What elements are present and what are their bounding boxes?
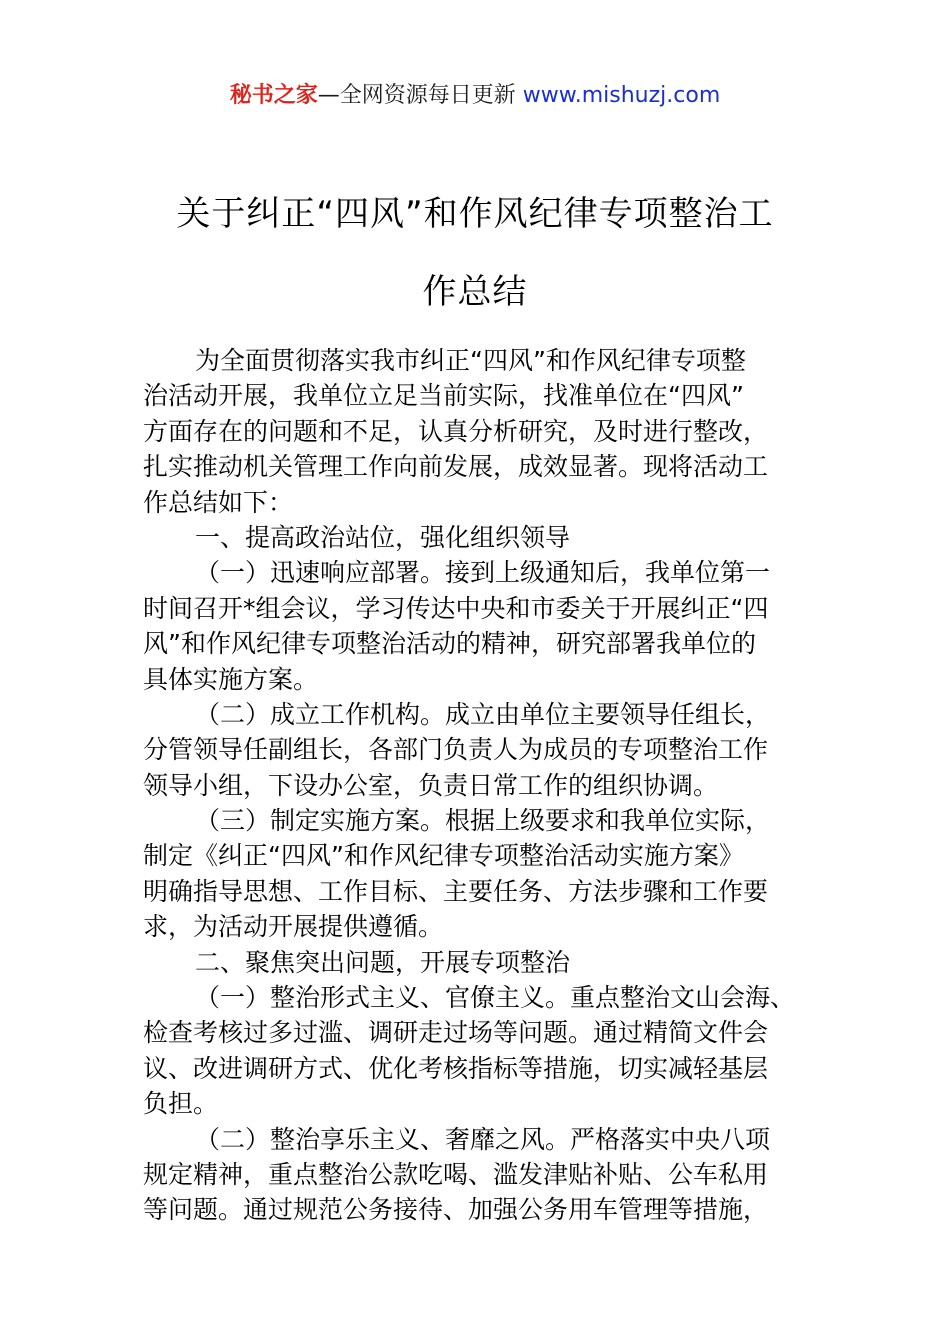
body-text-line: 为全面贯彻落实我市纠正“四风”和作风纪律专项整 — [195, 346, 746, 375]
site-url-link[interactable]: www.mishuzj.com — [522, 83, 721, 108]
document-title — [145, 175, 805, 331]
body-text-line: 时间召开*组会议，学习传达中央和市委关于开展纠正“四 — [143, 593, 769, 623]
banner-tagline: —全网资源每日更新 — [317, 83, 523, 108]
body-text-line: 方面存在的问题和不足，认真分析研究，及时进行整改， — [143, 416, 769, 446]
body-text-line: 求，为活动开展提供遵循。 — [143, 912, 444, 942]
title-line: 关于纠正“四风”和作风纪律专项整治工 — [176, 194, 774, 234]
body-text-line: 一、提高政治站位，强化组织领导 — [195, 522, 571, 552]
body-text-line: 二、聚焦突出问题，开展专项整治 — [195, 947, 571, 977]
body-text-line: （二）整治享乐主义、奢靡之风。严格落实中央八项 — [195, 1124, 771, 1154]
body-text-line: 作总结如下： — [143, 487, 294, 517]
site-brand: 秘书之家 — [229, 83, 318, 108]
body-text-line: 等问题。通过规范公务接待、加强公务用车管理等措施， — [143, 1195, 769, 1225]
title-line: 作总结 — [422, 272, 528, 312]
body-text-line: （一）整治形式主义、官僚主义。重点整治文山会海、 — [195, 983, 796, 1013]
body-text-line: 制定《纠正“四风”和作风纪律专项整治活动实施方案》 — [143, 841, 744, 871]
body-text-line: 扎实推动机关管理工作向前发展，成效显著。现将活动工 — [143, 452, 769, 482]
body-text-line: 检查考核过多过滥、调研走过场等问题。通过精简文件会 — [143, 1018, 769, 1048]
body-text-line: 负担。 — [143, 1089, 219, 1119]
document-body — [143, 343, 843, 1228]
body-text-line: 风”和作风纪律专项整治活动的精神，研究部署我单位的 — [143, 629, 756, 659]
body-text-line: 具体实施方案。 — [143, 664, 319, 694]
body-text-line: （一）迅速响应部署。接到上级通知后，我单位第一 — [195, 558, 771, 588]
body-text-line: （二）成立工作机构。成立由单位主要领导任组长， — [195, 699, 771, 729]
body-text-line: 明确指导思想、工作目标、主要任务、方法步骤和工作要 — [143, 876, 769, 906]
site-banner — [0, 80, 950, 112]
body-text-line: 分管领导任副组长，各部门负责人为成员的专项整治工作 — [143, 735, 769, 765]
body-text-line: （三）制定实施方案。根据上级要求和我单位实际， — [195, 806, 771, 836]
body-text-line: 规定精神，重点整治公款吃喝、滥发津贴补贴、公车私用 — [143, 1159, 769, 1189]
body-text-line: 议、改进调研方式、优化考核指标等措施，切实减轻基层 — [143, 1053, 769, 1083]
body-text-line: 治活动开展，我单位立足当前实际，找准单位在“四风” — [143, 381, 744, 411]
body-text-line: 领导小组，下设办公室，负责日常工作的组织协调。 — [143, 770, 719, 800]
